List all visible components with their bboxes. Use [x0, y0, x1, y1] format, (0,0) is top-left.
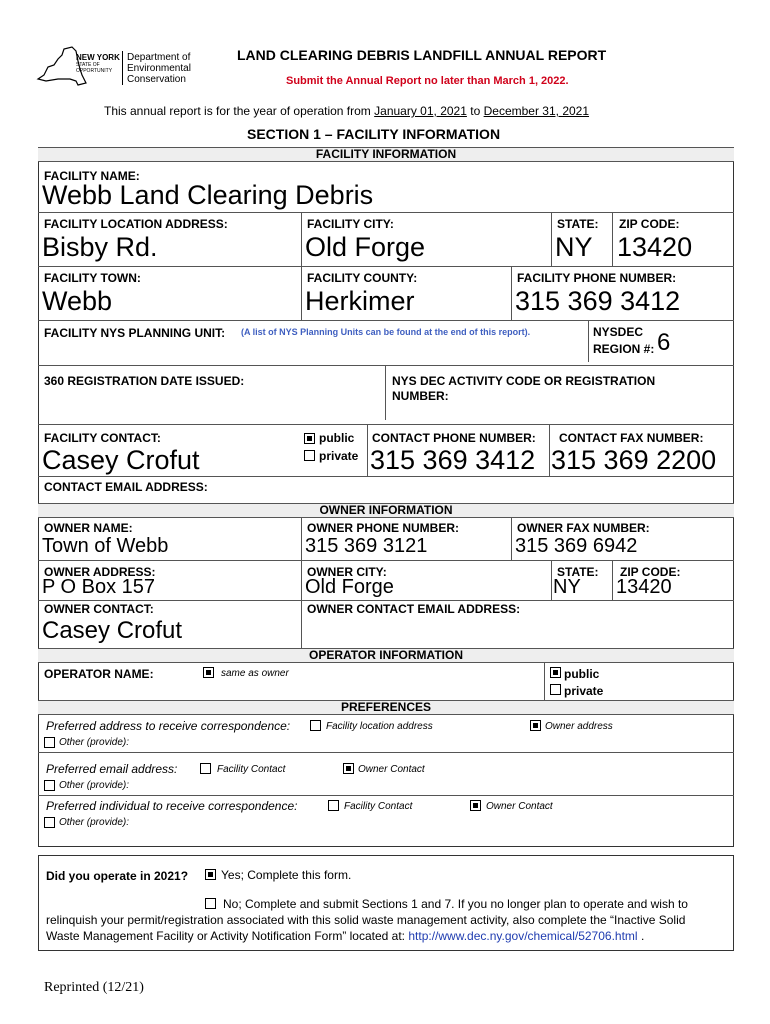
owner-fax-label: OWNER FAX NUMBER: [517, 521, 650, 535]
pref-facility-address-checkbox[interactable] [310, 720, 321, 731]
owner-phone-label: OWNER PHONE NUMBER: [307, 521, 459, 535]
operator-public-checkbox[interactable] [550, 667, 561, 678]
section-title: SECTION 1 – FACILITY INFORMATION [247, 126, 501, 142]
pref-email-facility-checkbox[interactable] [200, 763, 211, 774]
operate-yes-checkbox[interactable] [205, 869, 216, 880]
activity-code-label-1: NYS DEC ACTIVITY CODE OR REGISTRATION [392, 374, 656, 388]
contact-private-checkbox[interactable] [304, 450, 315, 461]
owner-address-label: OWNER ADDRESS: [44, 565, 156, 579]
facility-city-label: FACILITY CITY: [307, 217, 394, 231]
facility-state-value[interactable]: NY [555, 232, 593, 262]
pref-individual-question: Preferred individual to receive correspondence: [46, 799, 298, 813]
owner-state-label: STATE: [557, 565, 599, 579]
pref-individual-other-checkbox[interactable] [44, 817, 55, 828]
pref-owner-address-checkbox[interactable] [530, 720, 541, 731]
owner-city-label: OWNER CITY: [307, 565, 387, 579]
period-prefix: This annual report is for the year of operation from [104, 104, 371, 118]
operate-question: Did you operate in 2021? [46, 869, 189, 883]
facility-town-label: FACILITY TOWN: [44, 271, 141, 285]
period-start: January 01, 2021 [374, 104, 467, 118]
contact-private-label: private [319, 449, 359, 463]
operate-no-checkbox[interactable] [205, 898, 216, 909]
operator-info-band: OPERATOR INFORMATION [38, 648, 734, 663]
facility-name-value[interactable]: Webb Land Clearing Debris [42, 180, 374, 210]
contact-fax-label: CONTACT FAX NUMBER: [559, 431, 704, 445]
region-label-1: NYSDEC [593, 325, 644, 339]
dept-line-1: Department of [127, 52, 191, 63]
facility-contact-value[interactable]: Casey Crofut [42, 445, 200, 475]
owner-contact-label: OWNER CONTACT: [44, 602, 154, 616]
operator-public-label: public [564, 667, 600, 681]
region-value[interactable]: 6 [657, 329, 671, 356]
owner-address-value[interactable]: P O Box 157 [42, 576, 156, 598]
contact-phone-label: CONTACT PHONE NUMBER: [372, 431, 536, 445]
contact-email-label: CONTACT EMAIL ADDRESS: [44, 480, 208, 494]
facility-phone-value[interactable]: 315 369 3412 [515, 286, 681, 316]
facility-state-label: STATE: [557, 217, 599, 231]
planning-unit-note: (A list of NYS Planning Units can be found at the end of this report). [241, 327, 531, 337]
reprinted-note: Reprinted (12/21) [44, 980, 144, 995]
owner-name-label: OWNER NAME: [44, 521, 133, 535]
pref-individual-other-label: Other (provide): [59, 817, 130, 828]
pref-email-other-checkbox[interactable] [44, 780, 55, 791]
region-label-2: REGION #: [593, 342, 655, 356]
contact-phone-value[interactable]: 315 369 3412 [370, 445, 536, 475]
pref-address-question: Preferred address to receive correspondence: [46, 719, 291, 733]
contact-public-checkbox[interactable] [304, 433, 315, 444]
pref-individual-facility-checkbox[interactable] [328, 800, 339, 811]
owner-city-value[interactable]: Old Forge [305, 576, 394, 598]
registration-date-label: 360 REGISTRATION DATE ISSUED: [44, 374, 245, 388]
facility-info-band: FACILITY INFORMATION [38, 147, 734, 162]
owner-contact-value[interactable]: Casey Crofut [42, 617, 183, 644]
pref-individual-owner-checkbox[interactable] [470, 800, 481, 811]
owner-fax-value[interactable]: 315 369 6942 [515, 535, 638, 557]
agency-line-1: NEW YORK [76, 53, 120, 62]
pref-email-owner-checkbox[interactable] [343, 763, 354, 774]
agency-line-3: OPPORTUNITY [76, 68, 113, 74]
operator-private-label: private [564, 684, 604, 698]
facility-contact-label: FACILITY CONTACT: [44, 431, 161, 445]
facility-phone-label: FACILITY PHONE NUMBER: [517, 271, 677, 285]
period-end: December 31, 2021 [483, 104, 590, 118]
owner-name-value[interactable]: Town of Webb [42, 535, 169, 557]
operator-private-checkbox[interactable] [550, 684, 561, 695]
owner-phone-value[interactable]: 315 369 3121 [305, 535, 428, 557]
operate-no-line-3 [46, 929, 644, 943]
same-as-owner-checkbox[interactable] [203, 667, 214, 678]
pref-individual-facility-label: Facility Contact [344, 801, 413, 812]
pref-address-other-checkbox[interactable] [44, 737, 55, 748]
facility-county-label: FACILITY COUNTY: [307, 271, 418, 285]
pref-email-facility-label: Facility Contact [217, 764, 286, 775]
operate-no-line-3-text: Waste Management Facility or Activity Notification Form” located at: [46, 929, 406, 943]
facility-town-value[interactable]: Webb [42, 286, 113, 316]
period-to: to [470, 104, 481, 118]
dept-line-3: Conservation [127, 74, 186, 85]
facility-zip-value[interactable]: 13420 [617, 232, 693, 262]
same-as-owner-label: same as owner [221, 668, 289, 679]
operate-no-line-1: No; Complete and submit Sections 1 and 7. If you no longer plan to operate and wish to [223, 897, 688, 911]
owner-info-band: OWNER INFORMATION [38, 503, 734, 518]
facility-zip-label: ZIP CODE: [619, 217, 680, 231]
facility-name-label: FACILITY NAME: [44, 169, 140, 183]
owner-email-label: OWNER CONTACT EMAIL ADDRESS: [307, 602, 521, 616]
contact-public-label: public [319, 431, 355, 445]
nys-dec-logo [34, 41, 204, 95]
pref-owner-address-label: Owner address [545, 721, 613, 732]
dept-line-2: Environmental [127, 63, 191, 74]
facility-location-label: FACILITY LOCATION ADDRESS: [44, 217, 228, 231]
deadline-note: Submit the Annual Report no later than March 1, 2022. [286, 75, 569, 87]
pref-facility-address-label: Facility location address [326, 721, 433, 732]
owner-zip-label: ZIP CODE: [620, 565, 681, 579]
facility-location-value[interactable]: Bisby Rd. [42, 232, 158, 262]
link-suffix: . [640, 929, 645, 943]
pref-email-other-label: Other (provide): [59, 780, 130, 791]
contact-fax-value[interactable]: 315 369 2200 [551, 445, 717, 475]
pref-individual-owner-label: Owner Contact [486, 801, 553, 812]
planning-unit-label: FACILITY NYS PLANNING UNIT: [44, 326, 226, 340]
pref-address-other-label: Other (provide): [59, 737, 130, 748]
report-period [104, 104, 589, 118]
operate-no-line-2: relinquish your permit/registration associated with this solid waste management activity, also complete the “Inactive Solid [46, 913, 686, 927]
facility-city-value[interactable]: Old Forge [305, 232, 426, 262]
owner-zip-value[interactable]: 13420 [616, 576, 672, 598]
activity-code-label-2: NUMBER: [392, 389, 449, 403]
facility-county-value[interactable]: Herkimer [305, 286, 415, 316]
inactive-form-link[interactable]: http://www.dec.ny.gov/chemical/52706.html [408, 929, 638, 943]
agency-line-2: STATE OF [76, 62, 100, 68]
report-title: LAND CLEARING DEBRIS LANDFILL ANNUAL REPORT [237, 47, 607, 63]
preferences-band: PREFERENCES [38, 700, 734, 715]
operate-yes-label: Yes; Complete this form. [221, 868, 352, 882]
owner-state-value[interactable]: NY [553, 576, 581, 598]
pref-email-owner-label: Owner Contact [358, 764, 425, 775]
operator-name-label: OPERATOR NAME: [44, 667, 154, 681]
pref-email-question: Preferred email address: [46, 762, 178, 776]
